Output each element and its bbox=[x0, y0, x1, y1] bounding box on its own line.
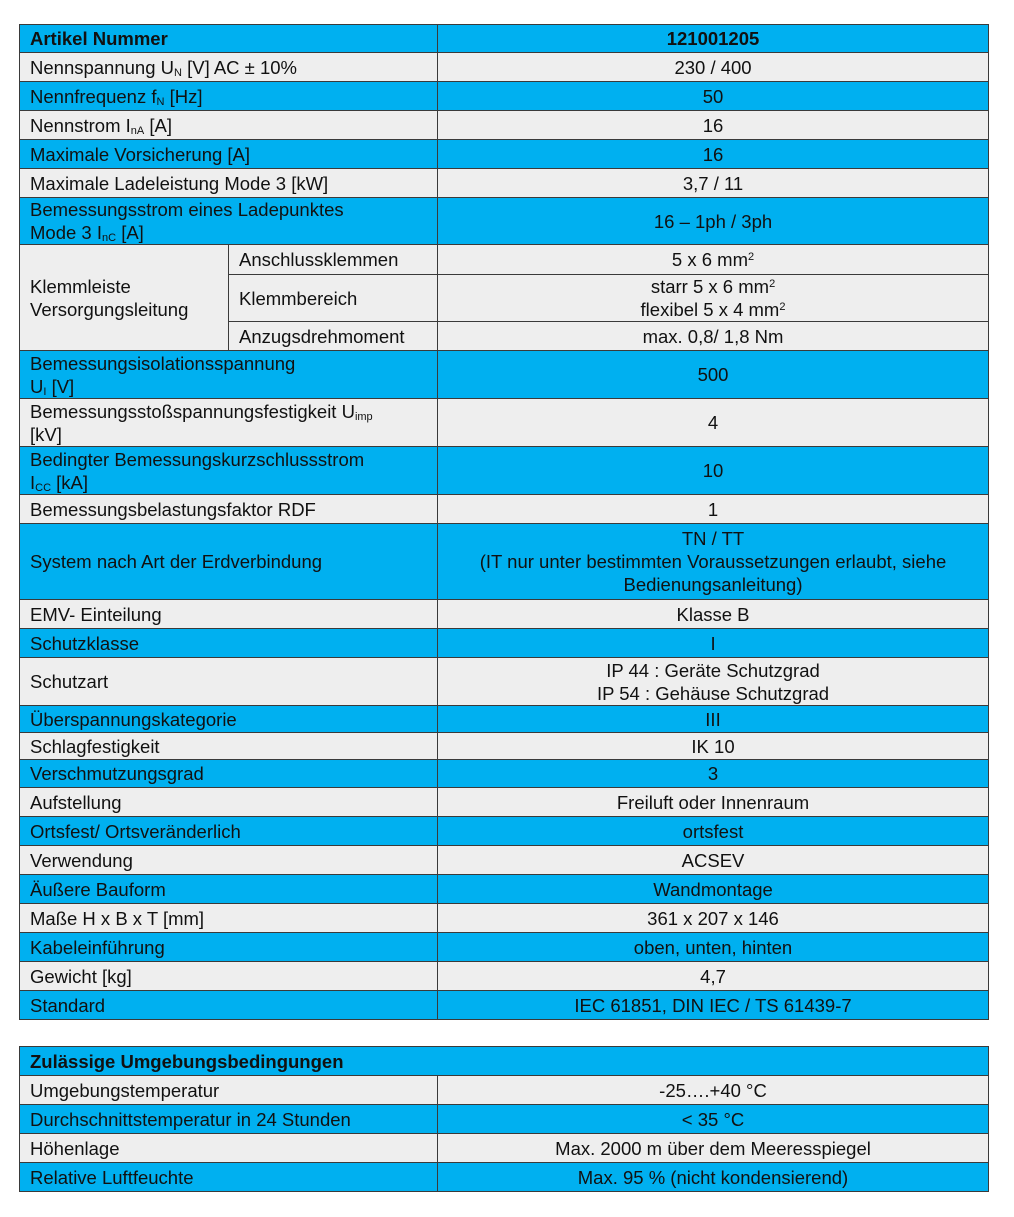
spec-row bbox=[20, 198, 989, 245]
spec-row-label: Äußere Bauform bbox=[20, 875, 438, 904]
spec-table bbox=[19, 24, 989, 1020]
spec-row-value: Klasse B bbox=[438, 600, 989, 629]
spec-row-value: 16 bbox=[438, 140, 989, 169]
spec-row-value: IP 44 : Geräte Schutzgrad IP 54 : Gehäuse Schutzgrad bbox=[438, 658, 989, 706]
spec-header-label: Artikel Nummer bbox=[20, 25, 438, 53]
spec-row bbox=[20, 706, 989, 733]
spec-row bbox=[20, 600, 989, 629]
spec-row bbox=[20, 53, 989, 82]
spec-row bbox=[20, 399, 989, 447]
klemmleiste-sub-value: 5 x 6 $mm^2$ bbox=[438, 245, 989, 275]
spec-row-label: Bemessungsbelastungsfaktor RDF bbox=[20, 495, 438, 524]
spec-row bbox=[20, 875, 989, 904]
spec-row bbox=[20, 933, 989, 962]
spec-row-label: Kabeleinführung bbox=[20, 933, 438, 962]
spec-row-label: Schutzart bbox=[20, 658, 438, 706]
spec-row-value: 230 / 400 bbox=[438, 53, 989, 82]
spec-row bbox=[20, 760, 989, 788]
spec-row-value: 16 bbox=[438, 111, 989, 140]
spec-row bbox=[20, 351, 989, 399]
spec-row-value: 4,7 bbox=[438, 962, 989, 991]
spec-row-value: 16 – 1ph / 3ph bbox=[438, 198, 989, 245]
spec-row bbox=[20, 169, 989, 198]
spec-row-label: Maße H x B x T [mm] bbox=[20, 904, 438, 933]
env-row bbox=[20, 1076, 989, 1105]
spec-table-body bbox=[20, 25, 989, 1020]
spec-row bbox=[20, 846, 989, 875]
spec-row bbox=[20, 111, 989, 140]
spec-row-label: EMV- Einteilung bbox=[20, 600, 438, 629]
spec-row-value: 4 bbox=[438, 399, 989, 447]
env-row bbox=[20, 1163, 989, 1192]
spec-row-value: oben, unten, hinten bbox=[438, 933, 989, 962]
klemmleiste-sub-label: Anschlussklemmen bbox=[229, 245, 438, 275]
spec-row-value: 361 x 207 x 146 bbox=[438, 904, 989, 933]
spec-header-row bbox=[20, 25, 989, 53]
env-header-row bbox=[20, 1047, 989, 1076]
env-row-value: -25….+40 °C bbox=[438, 1076, 989, 1105]
env-table bbox=[19, 1046, 989, 1192]
spec-row-value: III bbox=[438, 706, 989, 733]
spec-row-label: Standard bbox=[20, 991, 438, 1020]
spec-row-label: Nennstrom $I_{nA}$ [A] bbox=[20, 111, 438, 140]
spec-row-value: IK 10 bbox=[438, 733, 989, 760]
spec-row bbox=[20, 817, 989, 846]
spec-row-value: 500 bbox=[438, 351, 989, 399]
spec-row-label: Schlagfestigkeit bbox=[20, 733, 438, 760]
spec-row-label: Schutzklasse bbox=[20, 629, 438, 658]
spec-row-value: 3 bbox=[438, 760, 989, 788]
env-row-label: Höhenlage bbox=[20, 1134, 438, 1163]
klemmleiste-sub-value: starr 5 x 6 $mm^2$ flexibel 5 x 4 $mm^2$ bbox=[438, 275, 989, 322]
spec-row-value: IEC 61851, DIN IEC / TS 61439-7 bbox=[438, 991, 989, 1020]
spec-row-value: 1 bbox=[438, 495, 989, 524]
spec-row-value: ACSEV bbox=[438, 846, 989, 875]
klemmleiste-sub-value: max. 0,8/ 1,8 Nm bbox=[438, 322, 989, 351]
env-row-value: Max. 95 % (nicht kondensierend) bbox=[438, 1163, 989, 1192]
spec-row-label: Überspannungskategorie bbox=[20, 706, 438, 733]
spec-header-value: 121001205 bbox=[438, 25, 989, 53]
spec-row-label: Gewicht [kg] bbox=[20, 962, 438, 991]
env-row-label: Durchschnittstemperatur in 24 Stunden bbox=[20, 1105, 438, 1134]
klemmleiste-row bbox=[20, 245, 989, 275]
spec-row-label: Bemessungsstoßspannungsfestigkeit $U_{imp}$ [kV] bbox=[20, 399, 438, 447]
spec-row-label: Aufstellung bbox=[20, 788, 438, 817]
spec-row-label: Ortsfest/ Ortsveränderlich bbox=[20, 817, 438, 846]
spec-row bbox=[20, 991, 989, 1020]
spec-row bbox=[20, 658, 989, 706]
spec-row bbox=[20, 82, 989, 111]
spec-row bbox=[20, 524, 989, 600]
klemmleiste-sub-label: Klemmbereich bbox=[229, 275, 438, 322]
spec-row-label: Verwendung bbox=[20, 846, 438, 875]
spec-row-value: 3,7 / 11 bbox=[438, 169, 989, 198]
spec-row-label: Bemessungsisolationsspannung $U_I$ [V] bbox=[20, 351, 438, 399]
spec-row-value: Wandmontage bbox=[438, 875, 989, 904]
spec-row bbox=[20, 495, 989, 524]
spec-row-label: Bemessungsstrom eines Ladepunktes Mode 3 $I_{nC}$ [A] bbox=[20, 198, 438, 245]
klemmleiste-sub-label: Anzugsdrehmoment bbox=[229, 322, 438, 351]
spec-row-label: Maximale Ladeleistung Mode 3 [kW] bbox=[20, 169, 438, 198]
spec-row bbox=[20, 962, 989, 991]
env-row-label: Umgebungstemperatur bbox=[20, 1076, 438, 1105]
spec-row-label: Bedingter Bemessungskurzschlussstrom $I_{CC}$ [kA] bbox=[20, 447, 438, 495]
spec-row bbox=[20, 904, 989, 933]
spec-row bbox=[20, 447, 989, 495]
env-table-body bbox=[20, 1047, 989, 1192]
env-row-value: Max. 2000 m über dem Meeresspiegel bbox=[438, 1134, 989, 1163]
spec-row-value: TN / TT (IT nur unter bestimmten Voraussetzungen erlaubt, siehe Bedienungsanleitung) bbox=[438, 524, 989, 600]
spec-row-label: System nach Art der Erdverbindung bbox=[20, 524, 438, 600]
spec-row bbox=[20, 788, 989, 817]
env-row-value: < 35 °C bbox=[438, 1105, 989, 1134]
env-title: Zulässige Umgebungsbedingungen bbox=[20, 1047, 989, 1076]
spec-row-value: 50 bbox=[438, 82, 989, 111]
spec-row-label: Maximale Vorsicherung [A] bbox=[20, 140, 438, 169]
spec-row-label: Nennfrequenz $f_N$ [Hz] bbox=[20, 82, 438, 111]
env-row bbox=[20, 1105, 989, 1134]
spec-row bbox=[20, 733, 989, 760]
spec-row bbox=[20, 629, 989, 658]
spec-row-value: 10 bbox=[438, 447, 989, 495]
spec-row-value: ortsfest bbox=[438, 817, 989, 846]
spec-row bbox=[20, 140, 989, 169]
spec-row-value: I bbox=[438, 629, 989, 658]
spec-row-label: Nennspannung $U_N$ [V] AC ± 10% bbox=[20, 53, 438, 82]
spec-row-value: Freiluft oder Innenraum bbox=[438, 788, 989, 817]
env-row-label: Relative Luftfeuchte bbox=[20, 1163, 438, 1192]
env-row bbox=[20, 1134, 989, 1163]
klemmleiste-label: Klemmleiste Versorgungsleitung bbox=[20, 245, 229, 351]
spec-row-label: Verschmutzungsgrad bbox=[20, 760, 438, 788]
